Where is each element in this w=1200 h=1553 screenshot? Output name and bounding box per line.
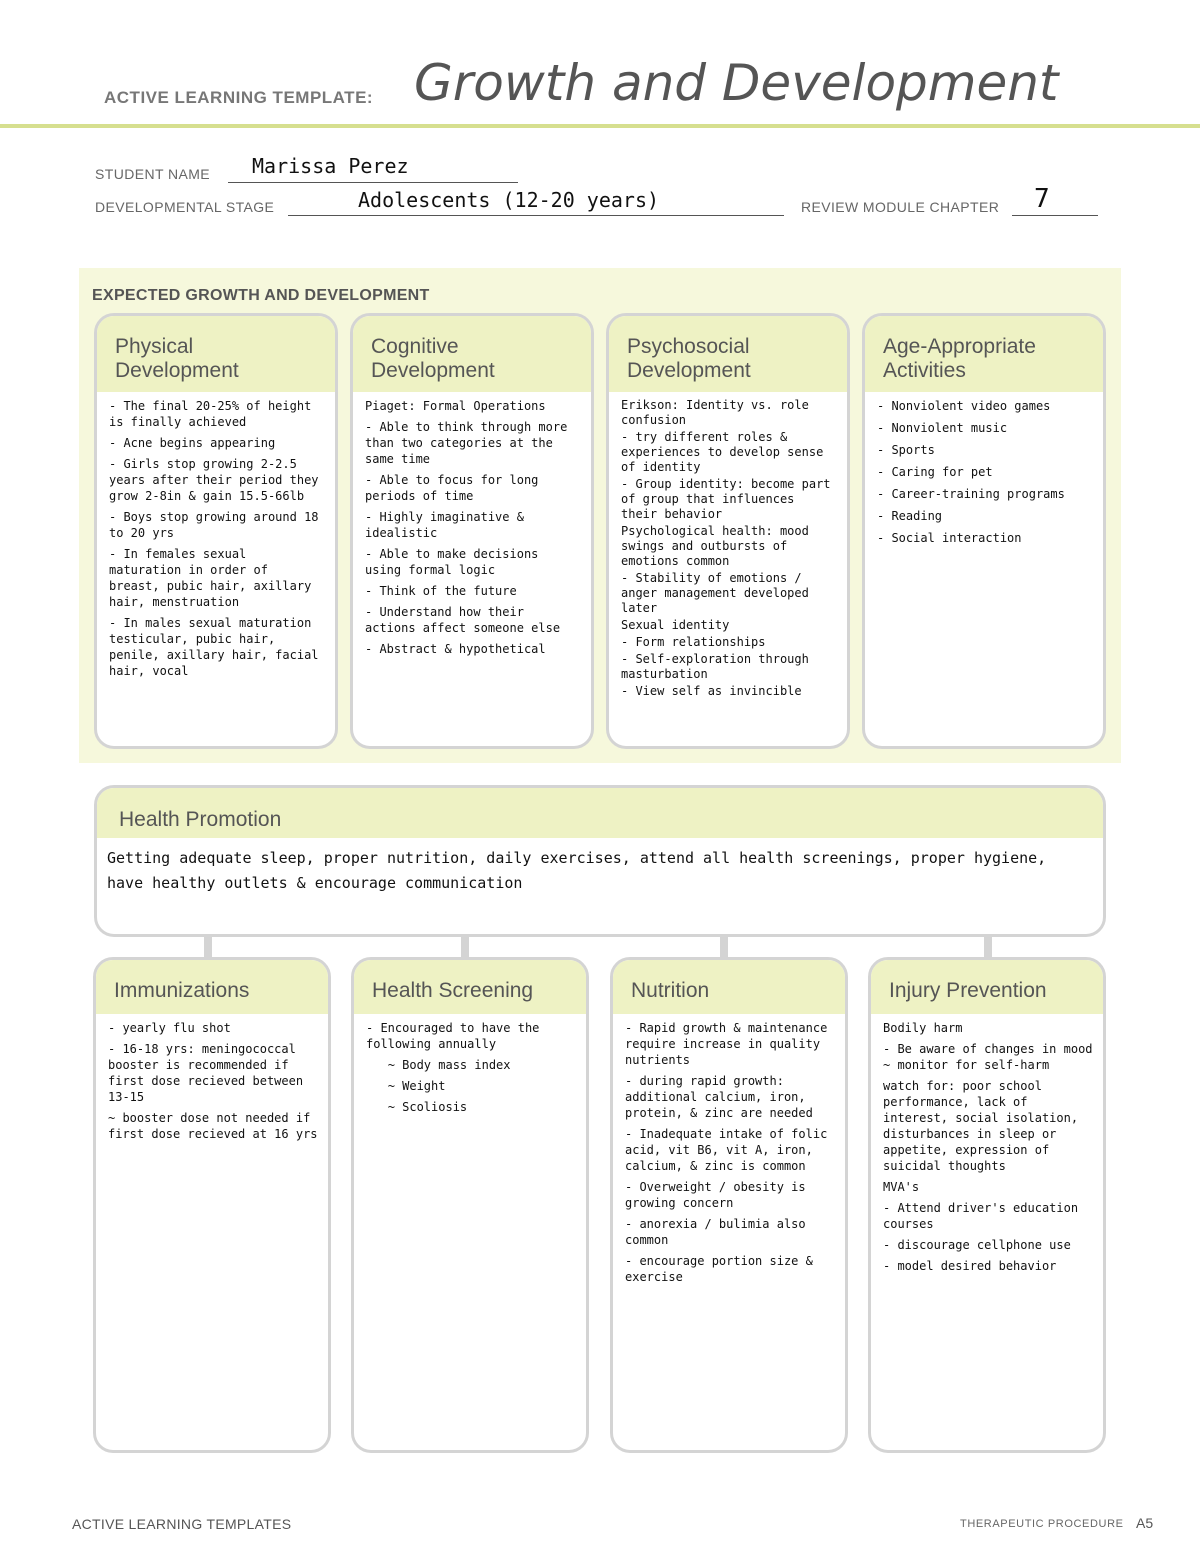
developmental-stage-value: Adolescents (12-20 years) bbox=[358, 188, 660, 212]
note-item: - discourage cellphone use bbox=[883, 1238, 1071, 1252]
note-item: Bodily harm bbox=[883, 1021, 963, 1035]
injury-prevention-box bbox=[868, 957, 1106, 1453]
box-header bbox=[353, 316, 591, 392]
health-screening-notes bbox=[354, 1014, 586, 1115]
nutrition-title: Nutrition bbox=[613, 960, 845, 1014]
age-appropriate-activities-box bbox=[862, 313, 1106, 749]
student-name-value: Marissa Perez bbox=[252, 154, 409, 178]
note-item: - Nonviolent video games bbox=[877, 399, 1051, 413]
note-item: Sexual identity bbox=[621, 618, 730, 632]
note-item: - during rapid growth: additional calcium, iron, protein, & zinc are needed bbox=[625, 1074, 813, 1120]
note-item: ~ booster dose not needed if first dose recieved at 16 yrs bbox=[108, 1111, 318, 1141]
connector bbox=[984, 935, 992, 957]
box-title-line1: Cognitive bbox=[371, 335, 459, 358]
immunizations-notes bbox=[96, 1014, 328, 1142]
expected-growth-heading: EXPECTED GROWTH AND DEVELOPMENT bbox=[92, 287, 430, 304]
cognitive-development-notes bbox=[353, 392, 591, 657]
note-item: - Social interaction bbox=[877, 531, 1022, 545]
nutrition-notes bbox=[613, 1014, 845, 1285]
health-promotion-box bbox=[94, 785, 1106, 937]
cognitive-development-box bbox=[350, 313, 594, 749]
note-item: - encourage portion size & exercise bbox=[625, 1254, 821, 1284]
note-item: - Overweight / obesity is growing concern bbox=[625, 1180, 813, 1210]
health-promotion-title: Health Promotion bbox=[97, 788, 1103, 838]
connector bbox=[720, 935, 728, 957]
note-item: - Boys stop growing around 18 to 20 yrs bbox=[109, 510, 326, 540]
box-title-line1: Age-Appropriate bbox=[883, 335, 1036, 358]
footer-right-label: THERAPEUTIC PROCEDURE bbox=[960, 1518, 1124, 1530]
injury-prevention-notes bbox=[871, 1014, 1103, 1274]
note-item: - Inadequate intake of folic acid, vit B6, vit A, iron, calcium, & zinc is common bbox=[625, 1127, 835, 1173]
note-item: ~ Scoliosis bbox=[366, 1100, 468, 1114]
note-item: ~ Body mass index bbox=[366, 1058, 511, 1072]
note-item: Piaget: Formal Operations bbox=[365, 399, 546, 413]
note-item: - try different roles & experiences to develop sense of identity bbox=[621, 430, 831, 474]
note-item: - yearly flu shot bbox=[108, 1021, 231, 1035]
note-item: - Attend driver's education courses bbox=[883, 1201, 1086, 1231]
box-header bbox=[865, 316, 1103, 392]
note-item: - Nonviolent music bbox=[877, 421, 1008, 435]
template-label: ACTIVE LEARNING TEMPLATE: bbox=[104, 88, 374, 107]
review-module-chapter-field[interactable] bbox=[1012, 184, 1098, 216]
box-title-line2: Development bbox=[627, 359, 751, 382]
note-item: ~ Weight bbox=[366, 1079, 446, 1093]
physical-development-box bbox=[94, 313, 338, 749]
immunizations-title: Immunizations bbox=[96, 960, 328, 1014]
physical-development-notes bbox=[97, 392, 335, 679]
immunizations-box bbox=[93, 957, 331, 1453]
psychosocial-development-box bbox=[606, 313, 850, 749]
note-item: Erikson: Identity vs. role confusion bbox=[621, 398, 817, 427]
note-item: - Be aware of changes in mood ~ monitor for self-harm bbox=[883, 1042, 1100, 1072]
note-item: - Able to focus for long periods of time bbox=[365, 473, 546, 503]
connector bbox=[204, 935, 212, 957]
box-title-line2: Development bbox=[115, 359, 239, 382]
note-item: - Self-exploration through masturbation bbox=[621, 652, 817, 681]
note-item: - Sports bbox=[877, 443, 935, 457]
health-promotion-text: Getting adequate sleep, proper nutrition, daily exercises, attend all health screenings, proper hygiene, have healthy outlets & encourage communication bbox=[107, 849, 1047, 892]
note-item: - Acne begins appearing bbox=[109, 436, 276, 450]
developmental-stage-label: DEVELOPMENTAL STAGE bbox=[95, 199, 275, 215]
box-title-line1: Psychosocial bbox=[627, 335, 750, 358]
note-item: - Career-training programs bbox=[877, 487, 1065, 501]
page-title: Growth and Development bbox=[414, 54, 1059, 112]
note-item: - Group identity: become part of group that influences their behavior bbox=[621, 477, 838, 521]
note-item: - model desired behavior bbox=[883, 1259, 1057, 1273]
connector bbox=[461, 935, 469, 957]
note-item: - 16-18 yrs: meningococcal booster is recommended if first dose recieved between 13-15 bbox=[108, 1042, 311, 1104]
box-header bbox=[609, 316, 847, 392]
health-screening-title: Health Screening bbox=[354, 960, 586, 1014]
note-item: - The final 20-25% of height is finally achieved bbox=[109, 399, 319, 429]
health-screening-box bbox=[351, 957, 589, 1453]
note-item: - Caring for pet bbox=[877, 465, 993, 479]
note-item: - Understand how their actions affect someone else bbox=[365, 605, 561, 635]
note-item: - Form relationships bbox=[621, 635, 766, 649]
note-item: Psychological health: mood swings and outbursts of emotions common bbox=[621, 524, 817, 568]
note-item: - Encouraged to have the following annually bbox=[366, 1021, 547, 1051]
note-item: - anorexia / bulimia also common bbox=[625, 1217, 813, 1247]
note-item: - Reading bbox=[877, 509, 943, 523]
review-module-chapter-label: REVIEW MODULE CHAPTER bbox=[801, 199, 1000, 215]
footer-left-label: ACTIVE LEARNING TEMPLATES bbox=[72, 1516, 292, 1532]
note-item: MVA's bbox=[883, 1180, 920, 1194]
header-divider bbox=[0, 124, 1200, 128]
note-item: - Think of the future bbox=[365, 584, 517, 598]
student-name-label: STUDENT NAME bbox=[95, 166, 210, 182]
note-item: - View self as invincible bbox=[621, 684, 802, 698]
student-name-field[interactable] bbox=[228, 154, 518, 183]
note-item: - Girls stop growing 2-2.5 years after their period they grow 2-8in & gain 15.5-66lb bbox=[109, 457, 326, 503]
review-module-chapter-value: 7 bbox=[1034, 184, 1050, 214]
note-item: - Stability of emotions / anger management developed later bbox=[621, 571, 817, 615]
note-item: - In males sexual maturation testicular, pubic hair, penile, axillary hair, facial hair, vocal bbox=[109, 616, 326, 678]
nutrition-box bbox=[610, 957, 848, 1453]
injury-prevention-title: Injury Prevention bbox=[871, 960, 1103, 1014]
box-title-line2: Activities bbox=[883, 359, 966, 382]
note-item: - Abstract & hypothetical bbox=[365, 642, 546, 656]
developmental-stage-field[interactable] bbox=[288, 188, 784, 216]
note-item: - Able to think through more than two categories at the same time bbox=[365, 420, 575, 466]
page-number: A5 bbox=[1136, 1515, 1154, 1531]
note-item: - Rapid growth & maintenance require increase in quality nutrients bbox=[625, 1021, 835, 1067]
note-item: watch for: poor school performance, lack of interest, social isolation, disturbances in sleep or appetite, expression of suicidal thoughts bbox=[883, 1079, 1086, 1173]
box-title-line1: Physical bbox=[115, 335, 194, 358]
note-item: - In females sexual maturation in order of breast, pubic hair, axillary hair, menstruation bbox=[109, 547, 319, 609]
psychosocial-development-notes bbox=[609, 392, 847, 699]
box-title-line2: Development bbox=[371, 359, 495, 382]
age-appropriate-activities-notes bbox=[865, 392, 1103, 546]
note-item: - Able to make decisions using formal logic bbox=[365, 547, 546, 577]
box-header bbox=[97, 316, 335, 392]
note-item: - Highly imaginative & idealistic bbox=[365, 510, 532, 540]
